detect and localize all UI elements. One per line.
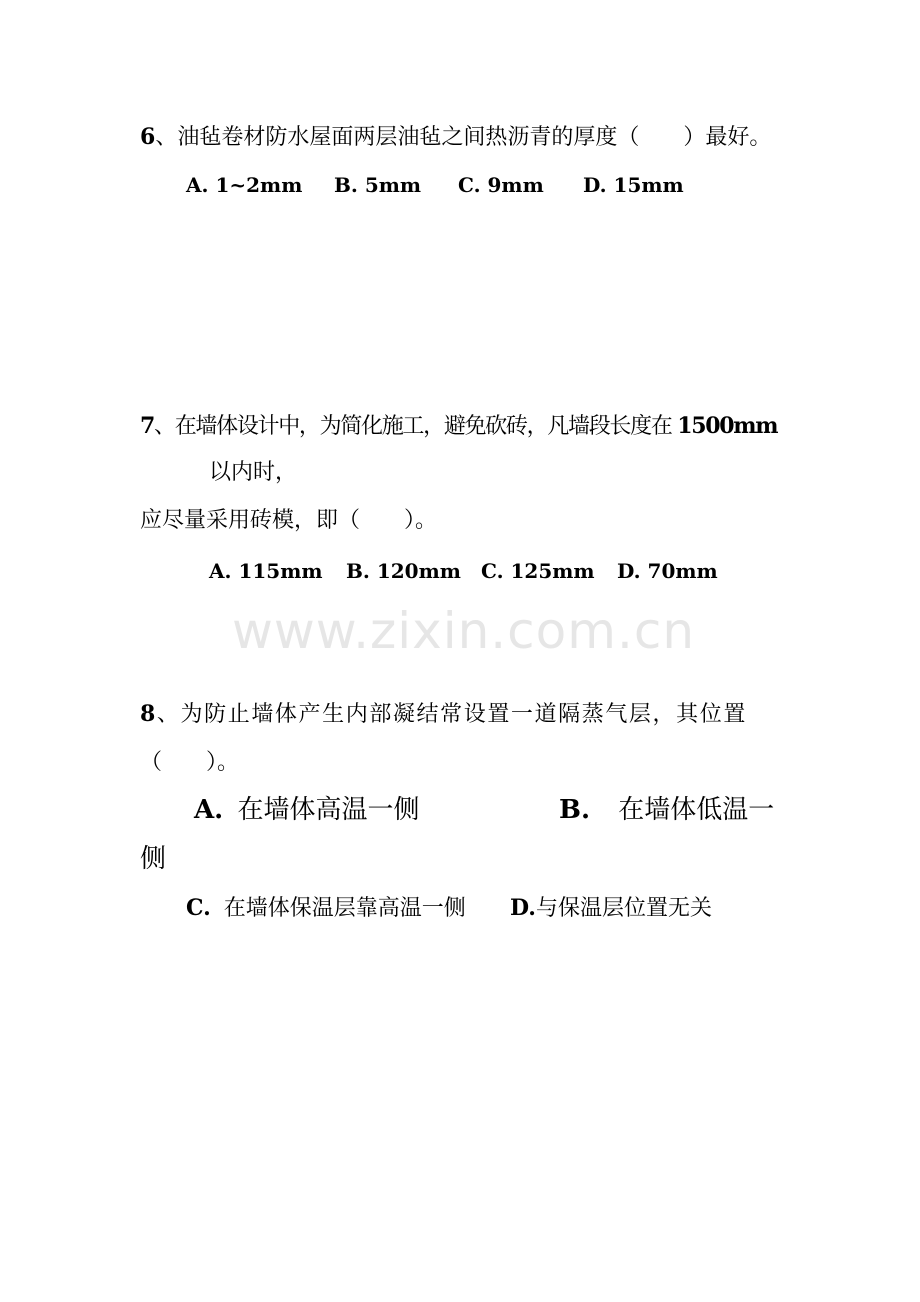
question-8-option-d bbox=[510, 897, 712, 920]
question-7-line-1 bbox=[140, 415, 777, 438]
question-6-option-a: A. 1~2mm bbox=[186, 173, 303, 197]
question-8-option-b-letter: B. bbox=[559, 795, 591, 825]
question-8-option-a-text: 在墙体高温一侧 bbox=[237, 795, 420, 825]
question-8-option-b-text: 在墙体低温一 bbox=[618, 795, 775, 825]
question-7-line-2: 以内时， bbox=[209, 460, 298, 485]
question-7-option-a: A. 115mm bbox=[209, 559, 323, 583]
question-8-option-c-letter: C. bbox=[186, 895, 211, 921]
question-8-option-c bbox=[186, 897, 466, 920]
question-8-option-a bbox=[194, 797, 420, 823]
question-7-options bbox=[0, 561, 920, 585]
question-7-option-b: B. 120mm bbox=[346, 559, 461, 583]
question-7-option-c: C. 125mm bbox=[481, 559, 595, 583]
question-8-number: 8 bbox=[140, 701, 157, 727]
question-8-option-d-letter: D. bbox=[510, 895, 536, 921]
question-6-option-b: B. 5mm bbox=[334, 173, 422, 197]
question-6-option-d: D. 15mm bbox=[583, 173, 684, 197]
question-7-length: 1500mm bbox=[677, 413, 778, 439]
question-8-option-a-letter: A. bbox=[194, 795, 224, 825]
question-7-number: 7 bbox=[140, 413, 155, 439]
question-6-text: 、油毡卷材防水屋面两层油毡之间热沥青的厚度（ ）最好。 bbox=[155, 125, 772, 150]
question-8-option-b-wrap: 侧 bbox=[140, 844, 167, 874]
question-8-text-line-1: 、为防止墙体产生内部凝结常设置一道隔蒸气层，其位置 bbox=[156, 702, 747, 727]
question-8-option-b bbox=[559, 797, 774, 823]
question-8-options-cd bbox=[0, 897, 920, 923]
question-7-text-part-1: 、在墙体设计中，为简化施工，避免砍砖，凡墙段长度在 bbox=[154, 414, 678, 439]
question-7-line-3: 应尽量采用砖模，即（ ）。 bbox=[140, 508, 438, 533]
question-8-option-c-text: 在墙体保温层靠高温一侧 bbox=[223, 896, 466, 921]
question-6-option-c: C. 9mm bbox=[458, 173, 544, 197]
question-8-line-1 bbox=[140, 703, 747, 726]
question-6-options bbox=[0, 175, 920, 199]
question-6 bbox=[140, 126, 771, 149]
question-8-options-ab bbox=[0, 797, 920, 829]
question-8-option-d-text: 与保温层位置无关 bbox=[535, 896, 712, 921]
question-8-line-2: （ ）。 bbox=[140, 750, 240, 775]
question-6-number: 6 bbox=[140, 124, 156, 150]
question-7-option-d: D. 70mm bbox=[617, 559, 718, 583]
watermark: www.zixin.com.cn bbox=[232, 602, 696, 660]
